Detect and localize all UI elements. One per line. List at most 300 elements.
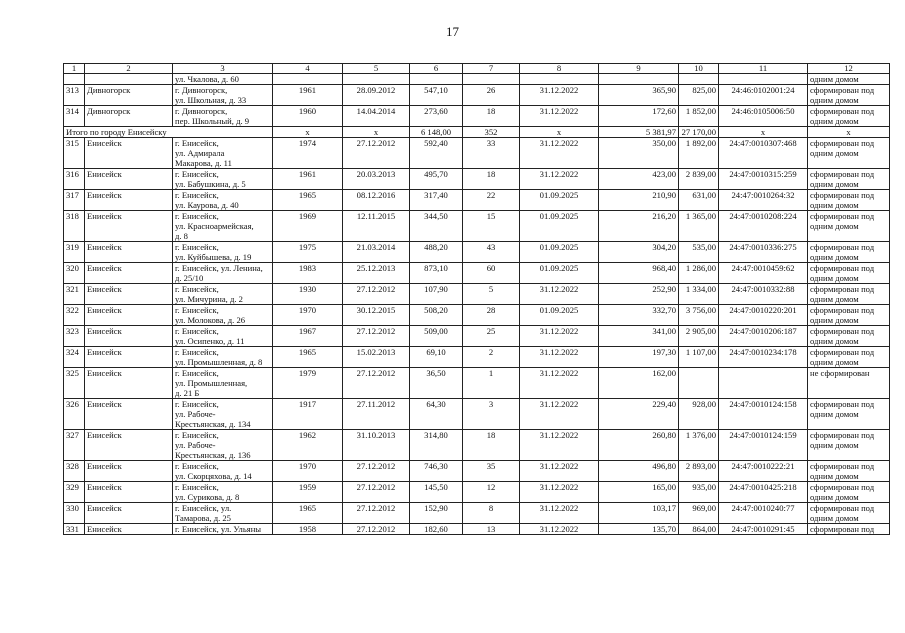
cell-area: 508,20	[410, 305, 463, 326]
column-header: 7	[463, 64, 520, 74]
cell-year: 1962	[273, 430, 343, 461]
cell-status-line: сформирован под	[810, 284, 875, 294]
cell-address	[173, 190, 273, 211]
cell-empty	[679, 74, 719, 85]
cell-empty	[599, 74, 679, 85]
cell-area: 182,60	[410, 524, 463, 535]
cell-residents: 18	[463, 169, 520, 190]
cell-deadline: 31.12.2022	[520, 138, 599, 169]
cell-address-line: г. Енисейск,	[175, 211, 219, 221]
cell-plot: 535,00	[679, 242, 719, 263]
cell-cadastral: 24:47:0010459:62	[719, 263, 808, 284]
cell-date: 21.03.2014	[343, 242, 410, 263]
cell-status	[808, 305, 890, 326]
cell-address-line: ул. Скорцяхова, д. 14	[175, 471, 252, 481]
table-row	[64, 399, 890, 430]
cell-address	[173, 399, 273, 430]
cell-residents: 43	[463, 242, 520, 263]
cell-num: 329	[64, 482, 85, 503]
table-row	[64, 368, 890, 399]
cell-status-line: одним домом	[810, 116, 859, 126]
cell-status	[808, 169, 890, 190]
cell-area: 64,30	[410, 399, 463, 430]
cell-area: 344,50	[410, 211, 463, 242]
cell-city: Енисейск	[85, 284, 173, 305]
cell-address-line: г. Енисейск,	[175, 326, 219, 336]
header-row	[64, 64, 890, 74]
cell-address-line: ул. Куйбышева, д. 19	[175, 252, 252, 262]
cell-num: 317	[64, 190, 85, 211]
cell-area: 317,40	[410, 190, 463, 211]
cell-address-line: д. 21 Б	[175, 388, 200, 398]
cell-cadastral: 24:47:0010240:77	[719, 503, 808, 524]
cell-status	[808, 284, 890, 305]
cell-address	[173, 482, 273, 503]
cell-status-line: сформирован под	[810, 326, 875, 336]
column-header: 6	[410, 64, 463, 74]
cell-num: 325	[64, 368, 85, 399]
cell-year: 1967	[273, 326, 343, 347]
cell-deadline: 31.12.2022	[520, 368, 599, 399]
cell-cadastral	[719, 368, 808, 399]
cell-plot: 3 756,00	[679, 305, 719, 326]
cell-date: 27.12.2012	[343, 326, 410, 347]
cell-num: 324	[64, 347, 85, 368]
cell-num: 330	[64, 503, 85, 524]
table-row	[64, 482, 890, 503]
cell-cadastral: 24:47:0010307:468	[719, 138, 808, 169]
cell-empty	[410, 74, 463, 85]
cell-address-line: Тамарова, д. 25	[175, 513, 231, 523]
cell-num: 319	[64, 242, 85, 263]
cell-year: 1979	[273, 368, 343, 399]
cell-address	[173, 85, 273, 106]
cell-area: 145,50	[410, 482, 463, 503]
cell-deadline: 01.09.2025	[520, 263, 599, 284]
cell-area: 495,70	[410, 169, 463, 190]
total-label: Итого по городу Енисейску	[64, 127, 273, 138]
cell-status	[808, 242, 890, 263]
cell-address-line: ул. Красноармейская,	[175, 221, 254, 231]
column-header: 11	[719, 64, 808, 74]
cell-plot: 1 286,00	[679, 263, 719, 284]
cell-area2: 260,80	[599, 430, 679, 461]
cell-address-line: д. 25/10	[175, 273, 204, 283]
cell-date: 27.12.2012	[343, 503, 410, 524]
cell-status-line: одним домом	[810, 200, 859, 210]
cell-deadline: 31.12.2022	[520, 347, 599, 368]
continuation-row	[64, 74, 890, 85]
cell-status	[808, 211, 890, 242]
cell-plot: 1 376,00	[679, 430, 719, 461]
cell-num: 321	[64, 284, 85, 305]
cell-year: 1961	[273, 169, 343, 190]
cell-area2: 350,00	[599, 138, 679, 169]
cell-status-line: одним домом	[810, 294, 859, 304]
cell-status-line: сформирован под	[810, 242, 875, 252]
cell-deadline: 31.12.2022	[520, 503, 599, 524]
cell-area2: 423,00	[599, 169, 679, 190]
table-row	[64, 211, 890, 242]
cell-date: 27.12.2012	[343, 461, 410, 482]
column-header: 8	[520, 64, 599, 74]
table-row	[64, 347, 890, 368]
cell-address	[173, 211, 273, 242]
cell-status	[808, 138, 890, 169]
cell-address	[173, 368, 273, 399]
table-body	[64, 64, 890, 535]
cell-area: 873,10	[410, 263, 463, 284]
cell-status	[808, 399, 890, 430]
table-row	[64, 305, 890, 326]
cell-num: 328	[64, 461, 85, 482]
cell-city: Енисейск	[85, 169, 173, 190]
cell-cadastral: 24:47:0010208:224	[719, 211, 808, 242]
cell-plot: 825,00	[679, 85, 719, 106]
table-row	[64, 503, 890, 524]
cell-address-line: г. Енисейск,	[175, 284, 219, 294]
cell-plot: 1 852,00	[679, 106, 719, 127]
cell-area: 152,90	[410, 503, 463, 524]
cell-address-line: г. Енисейск,	[175, 482, 219, 492]
cell-deadline: 01.09.2025	[520, 242, 599, 263]
cell-plot: 864,00	[679, 524, 719, 535]
cell-date: 27.12.2012	[343, 284, 410, 305]
table-row	[64, 85, 890, 106]
cell-status-line: одним домом	[810, 252, 859, 262]
cell-status-line: сформирован под	[810, 524, 875, 534]
column-header: 9	[599, 64, 679, 74]
column-header: 12	[808, 64, 890, 74]
cell-address-line: г. Енисейск,	[175, 461, 219, 471]
cell-area2: 197,30	[599, 347, 679, 368]
cell-num: 320	[64, 263, 85, 284]
cell-residents: 28	[463, 305, 520, 326]
cell-residents: 22	[463, 190, 520, 211]
cell-status-line: одним домом	[810, 221, 859, 231]
cell-residents: 25	[463, 326, 520, 347]
cell-status-line: сформирован под	[810, 85, 875, 95]
column-header: 4	[273, 64, 343, 74]
cell-address	[173, 305, 273, 326]
cell-plot: 2 839,00	[679, 169, 719, 190]
cell-status	[808, 524, 890, 535]
cell-residents: 18	[463, 430, 520, 461]
column-header: 5	[343, 64, 410, 74]
cell-status-line: сформирован под	[810, 263, 875, 273]
cell-address-line: г. Енисейск,	[175, 242, 219, 252]
cell-address	[173, 169, 273, 190]
cell-city: Енисейск	[85, 326, 173, 347]
cell-address	[173, 138, 273, 169]
cell-address-line: ул. Каурова, д. 40	[175, 200, 239, 210]
cell-address-line: г. Енисейск, ул. Ленина,	[175, 263, 263, 273]
cell-cadastral: 24:47:0010336:275	[719, 242, 808, 263]
cell-address	[173, 503, 273, 524]
cell-status	[808, 326, 890, 347]
cell-address-line: ул. Рабоче-	[175, 440, 216, 450]
housing-table	[63, 63, 890, 535]
cell-plot: 969,00	[679, 503, 719, 524]
cell-city: Енисейск	[85, 430, 173, 461]
total-deadline: x	[520, 127, 599, 138]
cell-year: 1959	[273, 482, 343, 503]
column-header: 2	[85, 64, 173, 74]
cell-num: 322	[64, 305, 85, 326]
cell-year: 1917	[273, 399, 343, 430]
cell-cadastral: 24:47:0010222:21	[719, 461, 808, 482]
cell-city: Енисейск	[85, 305, 173, 326]
cell-status-line: одним домом	[810, 74, 859, 84]
cell-address-line: пер. Школьный, д. 9	[175, 116, 250, 126]
cell-address-line: г. Енисейск,	[175, 347, 219, 357]
cell-status-line: сформирован под	[810, 305, 875, 315]
cell-address-line: г. Енисейск,	[175, 190, 219, 200]
cell-area: 592,40	[410, 138, 463, 169]
table-row	[64, 524, 890, 535]
cell-cadastral: 24:47:0010291:45	[719, 524, 808, 535]
cell-num: 318	[64, 211, 85, 242]
cell-status-line: одним домом	[810, 492, 859, 502]
cell-deadline: 31.12.2022	[520, 430, 599, 461]
cell-city: Енисейск	[85, 190, 173, 211]
cell-city: Енисейск	[85, 263, 173, 284]
cell-status-line: сформирован под	[810, 347, 875, 357]
cell-date: 12.11.2015	[343, 211, 410, 242]
cell-area: 488,20	[410, 242, 463, 263]
cell-status-line: сформирован под	[810, 482, 875, 492]
cell-city: Енисейск	[85, 461, 173, 482]
cell-num: 313	[64, 85, 85, 106]
cell-residents: 2	[463, 347, 520, 368]
cell-status	[808, 347, 890, 368]
cell-date: 27.12.2012	[343, 482, 410, 503]
cell-cadastral: 24:47:0010332:88	[719, 284, 808, 305]
cell-cadastral: 24:47:0010206:187	[719, 326, 808, 347]
cell-area: 547,10	[410, 85, 463, 106]
cell-status-line: сформирован под	[810, 106, 875, 116]
cell-address	[173, 106, 273, 127]
total-area: 6 148,00	[410, 127, 463, 138]
cell-city: Енисейск	[85, 482, 173, 503]
cell-residents: 15	[463, 211, 520, 242]
cell-area2: 341,00	[599, 326, 679, 347]
cell-address	[173, 524, 273, 535]
cell-area2: 365,90	[599, 85, 679, 106]
cell-area: 107,90	[410, 284, 463, 305]
cell-address-line: г. Енисейск, ул. Ульяны	[175, 524, 262, 534]
cell-date: 14.04.2014	[343, 106, 410, 127]
cell-address-line: г. Дивногорск,	[175, 85, 228, 95]
cell-address	[173, 74, 273, 85]
table-row	[64, 430, 890, 461]
cell-status	[808, 461, 890, 482]
cell-status	[808, 106, 890, 127]
total-status: x	[808, 127, 890, 138]
total-year: x	[273, 127, 343, 138]
cell-residents: 18	[463, 106, 520, 127]
cell-address-line: Крестьянская, д. 134	[175, 419, 251, 429]
table-row	[64, 169, 890, 190]
cell-date: 30.12.2015	[343, 305, 410, 326]
cell-area: 509,00	[410, 326, 463, 347]
cell-status-line: одним домом	[810, 440, 859, 450]
cell-address-line: ул. Адмирала	[175, 148, 225, 158]
page-number: 17	[446, 24, 459, 39]
cell-deadline: 31.12.2022	[520, 169, 599, 190]
cell-num	[64, 74, 85, 85]
cell-date: 28.09.2012	[343, 85, 410, 106]
cell-cadastral: 24:47:0010124:158	[719, 399, 808, 430]
cell-area2: 162,00	[599, 368, 679, 399]
total-cadastral: x	[719, 127, 808, 138]
cell-status-line: одним домом	[810, 336, 859, 346]
cell-status	[808, 503, 890, 524]
total-row	[64, 127, 890, 138]
cell-address-line: ул. Промышленная,	[175, 378, 248, 388]
cell-city: Енисейск	[85, 503, 173, 524]
cell-status-line: сформирован под	[810, 461, 875, 471]
cell-address	[173, 263, 273, 284]
cell-status-line: одним домом	[810, 357, 859, 367]
cell-deadline: 31.12.2022	[520, 461, 599, 482]
cell-address-line: г. Енисейск,	[175, 305, 219, 315]
cell-plot: 1 892,00	[679, 138, 719, 169]
cell-status-line: одним домом	[810, 315, 859, 325]
cell-status	[808, 368, 890, 399]
cell-num: 314	[64, 106, 85, 127]
cell-address	[173, 284, 273, 305]
cell-area2: 229,40	[599, 399, 679, 430]
cell-status-line: сформирован под	[810, 503, 875, 513]
cell-deadline: 31.12.2022	[520, 524, 599, 535]
cell-address-line: д. 8	[175, 231, 188, 241]
cell-status-line: одним домом	[810, 513, 859, 523]
cell-plot: 935,00	[679, 482, 719, 503]
cell-num: 326	[64, 399, 85, 430]
cell-area: 273,60	[410, 106, 463, 127]
table-row	[64, 242, 890, 263]
cell-year: 1983	[273, 263, 343, 284]
cell-year: 1965	[273, 503, 343, 524]
cell-address-line: Макарова, д. 11	[175, 158, 232, 168]
cell-city	[85, 74, 173, 85]
cell-status-line: сформирован под	[810, 399, 875, 409]
cell-cadastral: 24:46:0105006:50	[719, 106, 808, 127]
cell-year: 1958	[273, 524, 343, 535]
cell-plot: 1 365,00	[679, 211, 719, 242]
cell-area2: 135,70	[599, 524, 679, 535]
cell-address-line: г. Енисейск, ул.	[175, 503, 232, 513]
cell-address-line: ул. Бабушкина, д. 5	[175, 179, 246, 189]
cell-city: Енисейск	[85, 138, 173, 169]
table-row	[64, 284, 890, 305]
cell-address	[173, 430, 273, 461]
cell-address-line: ул. Молокова, д. 26	[175, 315, 246, 325]
cell-address-line: ул. Школьная, д. 33	[175, 95, 247, 105]
cell-plot: 2 893,00	[679, 461, 719, 482]
cell-date: 27.11.2012	[343, 399, 410, 430]
cell-cadastral: 24:47:0010425:218	[719, 482, 808, 503]
cell-address-line: г. Енисейск,	[175, 368, 219, 378]
cell-year: 1960	[273, 106, 343, 127]
cell-deadline: 01.09.2025	[520, 305, 599, 326]
cell-status-line: сформирован под	[810, 169, 875, 179]
cell-address-line: ул. Мичурина, д. 2	[175, 294, 243, 304]
cell-address-line: Крестьянская, д. 136	[175, 450, 251, 460]
cell-status	[808, 263, 890, 284]
cell-year: 1961	[273, 85, 343, 106]
cell-residents: 12	[463, 482, 520, 503]
cell-deadline: 01.09.2025	[520, 190, 599, 211]
cell-year: 1969	[273, 211, 343, 242]
cell-num: 327	[64, 430, 85, 461]
cell-address-line: ул. Рабоче-	[175, 409, 216, 419]
cell-date: 20.03.2013	[343, 169, 410, 190]
cell-empty	[343, 74, 410, 85]
cell-area2: 496,80	[599, 461, 679, 482]
cell-plot: 2 905,00	[679, 326, 719, 347]
cell-empty	[520, 74, 599, 85]
cell-status	[808, 190, 890, 211]
cell-address-line: г. Дивногорск,	[175, 106, 228, 116]
cell-address	[173, 242, 273, 263]
cell-residents: 13	[463, 524, 520, 535]
cell-area2: 103,17	[599, 503, 679, 524]
column-header: 10	[679, 64, 719, 74]
cell-city: Енисейск	[85, 399, 173, 430]
cell-deadline: 31.12.2022	[520, 85, 599, 106]
cell-cadastral: 24:46:0102001:24	[719, 85, 808, 106]
cell-area: 746,30	[410, 461, 463, 482]
cell-area2: 252,90	[599, 284, 679, 305]
cell-address-line: г. Енисейск,	[175, 169, 219, 179]
cell-year: 1965	[273, 190, 343, 211]
cell-area: 69,10	[410, 347, 463, 368]
cell-address	[173, 326, 273, 347]
table-row	[64, 106, 890, 127]
cell-residents: 35	[463, 461, 520, 482]
cell-residents: 8	[463, 503, 520, 524]
table-row	[64, 138, 890, 169]
cell-date: 08.12.2016	[343, 190, 410, 211]
cell-status	[808, 430, 890, 461]
cell-empty	[719, 74, 808, 85]
cell-city: Енисейск	[85, 242, 173, 263]
table-row	[64, 326, 890, 347]
cell-area2: 968,40	[599, 263, 679, 284]
cell-residents: 5	[463, 284, 520, 305]
cell-residents: 26	[463, 85, 520, 106]
table-row	[64, 263, 890, 284]
cell-residents: 1	[463, 368, 520, 399]
total-date: x	[343, 127, 410, 138]
cell-residents: 3	[463, 399, 520, 430]
cell-city: Дивногорск	[85, 106, 173, 127]
cell-city: Енисейск	[85, 211, 173, 242]
cell-deadline: 31.12.2022	[520, 284, 599, 305]
table-row	[64, 190, 890, 211]
cell-status-line: одним домом	[810, 471, 859, 481]
cell-plot: 928,00	[679, 399, 719, 430]
cell-residents: 33	[463, 138, 520, 169]
cell-status	[808, 74, 890, 85]
cell-deadline: 31.12.2022	[520, 482, 599, 503]
cell-date: 25.12.2013	[343, 263, 410, 284]
cell-cadastral: 24:47:0010315:259	[719, 169, 808, 190]
cell-cadastral: 24:47:0010234:178	[719, 347, 808, 368]
cell-address-line: г. Енисейск,	[175, 399, 219, 409]
